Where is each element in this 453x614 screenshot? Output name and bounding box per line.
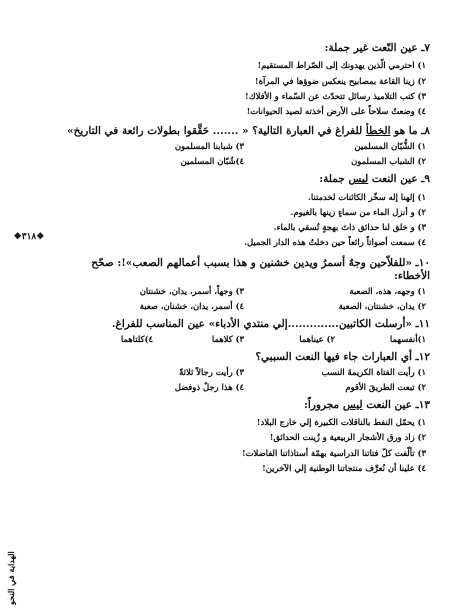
- question-13-title-underlined: ليس: [342, 398, 363, 411]
- question-7-option-2: ٢) زينا القاعة بمصابيح ينعكس ضوؤها في المرآة!: [254, 75, 426, 86]
- question-10-title: ١٠ـ «للفلاّحين وجهٌ أسمرُ ويدين خشنين و هذا بسبب أعمالهم الصعب»!: صحّح الأخطاء:: [91, 256, 430, 282]
- question-10: [62, 257, 430, 312]
- question-7-title: ٧ـ عين النّعت غير جملة:: [324, 42, 430, 54]
- question-9-title-underlined: ليس: [348, 173, 369, 186]
- question-10-option-4: ٤) أسمر، يدان، خشنان، صعبة: [139, 300, 244, 311]
- question-8-title: [62, 125, 430, 138]
- question-8-title-underlined: الخطأ: [365, 125, 391, 138]
- question-11-option-1: ١)أنفسهما: [389, 333, 426, 344]
- question-7-option-4: ٤) وضعتُ سلاحاً على الأرض أخذته لصيد الحيوانات!: [246, 106, 426, 117]
- question-11-option-2: ٢) عيناهما: [299, 333, 335, 344]
- question-12-options: [62, 367, 426, 393]
- question-10-options: [62, 286, 426, 312]
- question-9-option-2: ٢) و أنزل الماء من سماءٍ زينها بالغيوم.: [290, 206, 426, 217]
- question-12-option-2: ٢) تبعت الطريقَ الأقوم: [345, 381, 426, 392]
- question-7-option-1: ١) احترمي الّذين يهدونك إلى الصّراط المستقيم!: [257, 60, 426, 71]
- side-book-title: الهداية في النحو: [6, 551, 16, 605]
- question-10-option-2: ٢) يدان، خشنتان، الصعبة: [338, 300, 426, 311]
- question-8-option-1: ١) الشُّبّان المسلمين: [354, 141, 426, 152]
- question-8-title-end: للفراغ في العبارة التالية؟ « ....... حَقَّقوا بطولات رائعة في التاريخ»: [67, 125, 366, 138]
- question-10-option-1: ١) وجهه، هذه، الصعبة: [349, 285, 426, 296]
- question-13-option-4: ٤) علينا أن نُعرِّف منتجاتنا الوطنية إلي الآخرين!: [262, 462, 426, 473]
- question-9-title-end: جملة:: [319, 173, 349, 186]
- question-12-title: ١٢ـ أي العبارات جاء فيها النعت السببي؟: [255, 350, 430, 363]
- question-12-option-4: ٤) هذا رجلٌ ذوفضل: [174, 381, 244, 392]
- question-8: [62, 125, 430, 167]
- question-10-option-3: ٣) وجهاً، أسمر، يدان، خشنتان: [139, 285, 244, 296]
- question-9: [62, 173, 430, 250]
- question-8-options: [62, 141, 426, 167]
- question-7: [62, 42, 430, 119]
- question-13-option-3: ٣) تألّفت كلّ فتاتنا الدراسية بهمّة أستاذاتنا الفاضلات!: [241, 447, 426, 458]
- question-8-option-2: ٢) الشباب المسلمون: [351, 156, 426, 167]
- question-12: [62, 351, 430, 393]
- question-12-option-3: ٣) رأيت رجالاً ثلاثةً: [179, 366, 244, 377]
- question-9-title-start: ٩ـ عين النعت: [368, 173, 430, 186]
- question-13-title-start: ١٣ـ عين النعت: [362, 398, 430, 411]
- question-13-option-2: ٢) زاد ورق الأشجار الربيعية و زُينت الحدائق!: [269, 432, 426, 443]
- question-page: [62, 36, 430, 606]
- question-9-option-4: ٤) سمعت أصواتاً رائعاً حين دخلتُ هذه الدار الجميل.: [244, 237, 426, 248]
- question-8-title-start: ٨ـ ما هو: [390, 125, 430, 138]
- question-11-option-3: ٣) كلاهما: [211, 333, 244, 344]
- question-9-title: [62, 173, 430, 186]
- question-13-title: [62, 399, 430, 412]
- side-page-number: ❖٣١٨❖: [13, 232, 45, 242]
- question-11-option-4: ٤)كلتاهما: [120, 333, 153, 344]
- question-13-option-1: ١) يحمّل النفط بالناقلات الكبيرة إلي خارج البلاد!: [256, 417, 426, 428]
- question-8-option-3: ٣) شبابنا المسلمون: [174, 141, 244, 152]
- question-7-option-3: ٣) كتب التلاميذ رسائل تتحدّث عن السّماء و الأفلاك!: [245, 90, 426, 101]
- question-13-title-end: مجروراً:: [304, 398, 343, 411]
- question-11-title: ١١ـ «أرسلت الكاتبين..............إلي منتدي الأدباء» عين المناسب للفراغ.: [111, 317, 430, 330]
- question-9-option-3: ٣) و خلق لنا حدائق ذاتَ بهجةٍ تُسقي بالماء.: [273, 222, 426, 233]
- question-9-option-1: ١) إلهنا إله سخّر الكائنات لخدمتنا.: [308, 191, 426, 202]
- question-12-option-1: ١) رأيت الفتاة الكريمةَ النسب: [321, 366, 426, 377]
- question-11: [62, 318, 430, 345]
- question-8-option-4: ٤)شُبّان المسلمين: [180, 156, 244, 167]
- question-11-options: [62, 334, 426, 345]
- question-13: [62, 399, 430, 476]
